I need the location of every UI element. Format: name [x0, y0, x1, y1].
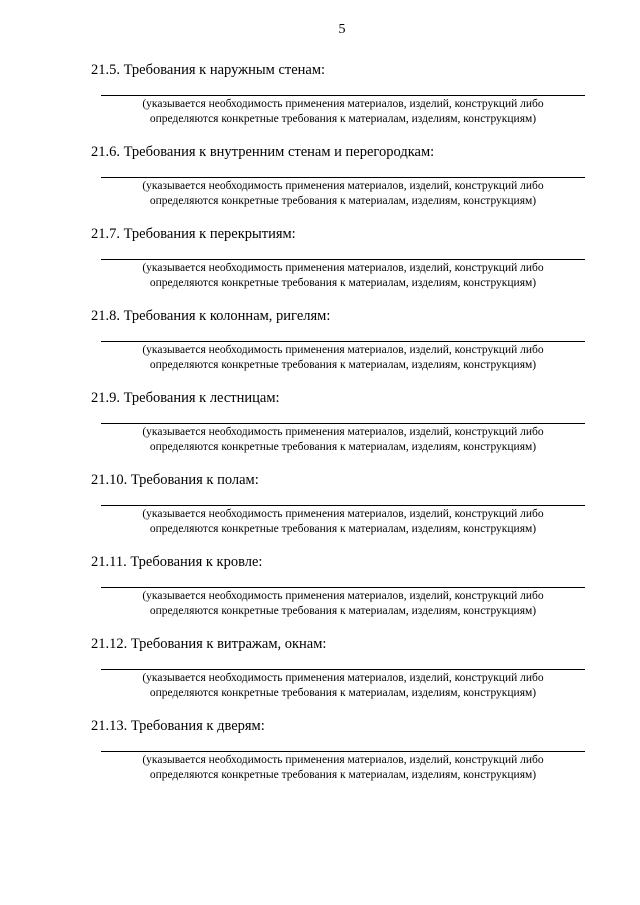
section-outer-walls — [0, 62, 640, 144]
fill-hint — [101, 589, 585, 619]
hint-line-1: (указывается необходимость применения материалов, изделий, конструкций либо — [142, 672, 544, 684]
section-heading: 21.12. Требования к витражам, окнам: — [91, 636, 327, 652]
section-columns-beams — [0, 308, 640, 390]
section-heading: 21.10. Требования к полам: — [91, 472, 259, 488]
section-heading: 21.5. Требования к наружным стенам: — [91, 62, 326, 78]
fill-line[interactable] — [101, 423, 585, 424]
hint-line-2: определяются конкретные требования к материалам, изделиям, конструкциям) — [149, 523, 537, 535]
hint-line-1: (указывается необходимость применения материалов, изделий, конструкций либо — [142, 590, 544, 602]
fill-line[interactable] — [101, 259, 585, 260]
fill-hint — [101, 179, 585, 209]
hint-line-2: определяются конкретные требования к материалам, изделиям, конструкциям) — [149, 277, 537, 289]
fill-line[interactable] — [101, 587, 585, 588]
section-floor-coverings — [0, 472, 640, 554]
fill-line[interactable] — [101, 177, 585, 178]
fill-hint — [101, 261, 585, 291]
section-windows — [0, 636, 640, 718]
section-heading: 21.6. Требования к внутренним стенам и перегородкам: — [91, 144, 435, 160]
section-inner-walls — [0, 144, 640, 226]
fill-line[interactable] — [101, 95, 585, 96]
fill-hint — [101, 97, 585, 127]
section-heading: 21.7. Требования к перекрытиям: — [91, 226, 296, 242]
section-heading: 21.11. Требования к кровле: — [91, 554, 263, 570]
fill-line[interactable] — [101, 341, 585, 342]
section-heading: 21.8. Требования к колоннам, ригелям: — [91, 308, 331, 324]
section-stairs — [0, 390, 640, 472]
hint-line-1: (указывается необходимость применения материалов, изделий, конструкций либо — [142, 508, 544, 520]
hint-line-1: (указывается необходимость применения материалов, изделий, конструкций либо — [142, 426, 544, 438]
fill-hint — [101, 753, 585, 783]
fill-hint — [101, 507, 585, 537]
requirements-list — [0, 62, 640, 800]
hint-line-2: определяются конкретные требования к материалам, изделиям, конструкциям) — [149, 769, 537, 781]
hint-line-1: (указывается необходимость применения материалов, изделий, конструкций либо — [142, 262, 544, 274]
hint-line-2: определяются конкретные требования к материалам, изделиям, конструкциям) — [149, 605, 537, 617]
section-floors-slabs — [0, 226, 640, 308]
hint-line-2: определяются конкретные требования к материалам, изделиям, конструкциям) — [149, 687, 537, 699]
section-heading: 21.13. Требования к дверям: — [91, 718, 265, 734]
hint-line-2: определяются конкретные требования к материалам, изделиям, конструкциям) — [149, 359, 537, 371]
hint-line-1: (указывается необходимость применения материалов, изделий, конструкций либо — [142, 98, 544, 110]
section-roof — [0, 554, 640, 636]
fill-hint — [101, 671, 585, 701]
hint-line-1: (указывается необходимость применения материалов, изделий, конструкций либо — [142, 180, 544, 192]
section-heading: 21.9. Требования к лестницам: — [91, 390, 280, 406]
fill-line[interactable] — [101, 751, 585, 752]
page-number: 5 — [338, 22, 346, 37]
hint-line-2: определяются конкретные требования к материалам, изделиям, конструкциям) — [149, 195, 537, 207]
hint-line-2: определяются конкретные требования к материалам, изделиям, конструкциям) — [149, 441, 537, 453]
hint-line-1: (указывается необходимость применения материалов, изделий, конструкций либо — [142, 344, 544, 356]
section-doors — [0, 718, 640, 800]
hint-line-2: определяются конкретные требования к материалам, изделиям, конструкциям) — [149, 113, 537, 125]
fill-line[interactable] — [101, 669, 585, 670]
fill-hint — [101, 425, 585, 455]
hint-line-1: (указывается необходимость применения материалов, изделий, конструкций либо — [142, 754, 544, 766]
fill-hint — [101, 343, 585, 373]
fill-line[interactable] — [101, 505, 585, 506]
